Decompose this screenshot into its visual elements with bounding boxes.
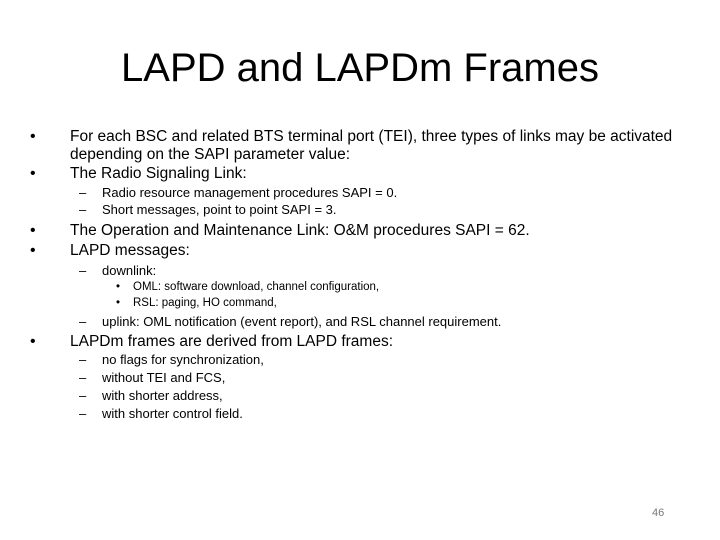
sub-item-short-messages: Short messages, point to point SAPI = 3. xyxy=(102,202,337,217)
sub-item-shorter-control: with shorter control field. xyxy=(102,406,243,421)
dash-icon: – xyxy=(79,388,87,403)
bullet-text-lapd-messages: LAPD messages: xyxy=(70,242,190,259)
dash-icon: – xyxy=(79,352,87,367)
sub-sub-item-oml: OML: software download, channel configuration, xyxy=(133,281,380,293)
dash-icon: – xyxy=(79,370,87,385)
bullet-text-links-intro: For each BSC and related BTS terminal port (TEI), three types of links may be activated xyxy=(70,128,673,145)
bullet-icon: • xyxy=(116,281,121,293)
sub-item-shorter-address: with shorter address, xyxy=(102,388,223,403)
sub-sub-item-rsl: RSL: paging, HO command, xyxy=(133,297,277,309)
sub-item-downlink: downlink: xyxy=(102,263,157,278)
bullet-text-links-intro-cont: depending on the SAPI parameter value: xyxy=(70,146,351,163)
slide-title: LAPD and LAPDm Frames xyxy=(121,46,599,90)
dash-icon: – xyxy=(79,406,87,421)
dash-icon: – xyxy=(79,185,87,200)
bullet-icon: • xyxy=(30,222,36,239)
dash-icon: – xyxy=(79,314,87,329)
bullet-text-lapdm-derived: LAPDm frames are derived from LAPD frames: xyxy=(70,333,394,350)
bullet-text-om-link: The Operation and Maintenance Link: O&M procedures SAPI = 62. xyxy=(70,222,530,239)
bullet-icon: • xyxy=(30,128,36,145)
sub-item-rr-management: Radio resource management procedures SAPI = 0. xyxy=(102,185,398,200)
page-number: 46 xyxy=(652,507,665,519)
bullet-icon: • xyxy=(30,333,36,350)
bullet-text-radio-signaling: The Radio Signaling Link: xyxy=(70,165,247,182)
bullet-icon: • xyxy=(116,297,121,309)
sub-item-uplink: uplink: OML notification (event report), and RSL channel requirement. xyxy=(102,314,502,329)
sub-item-without-tei: without TEI and FCS, xyxy=(102,370,226,385)
bullet-icon: • xyxy=(30,242,36,259)
dash-icon: – xyxy=(79,263,87,278)
sub-item-no-flags: no flags for synchronization, xyxy=(102,352,264,367)
dash-icon: – xyxy=(79,202,87,217)
bullet-icon: • xyxy=(30,165,36,182)
